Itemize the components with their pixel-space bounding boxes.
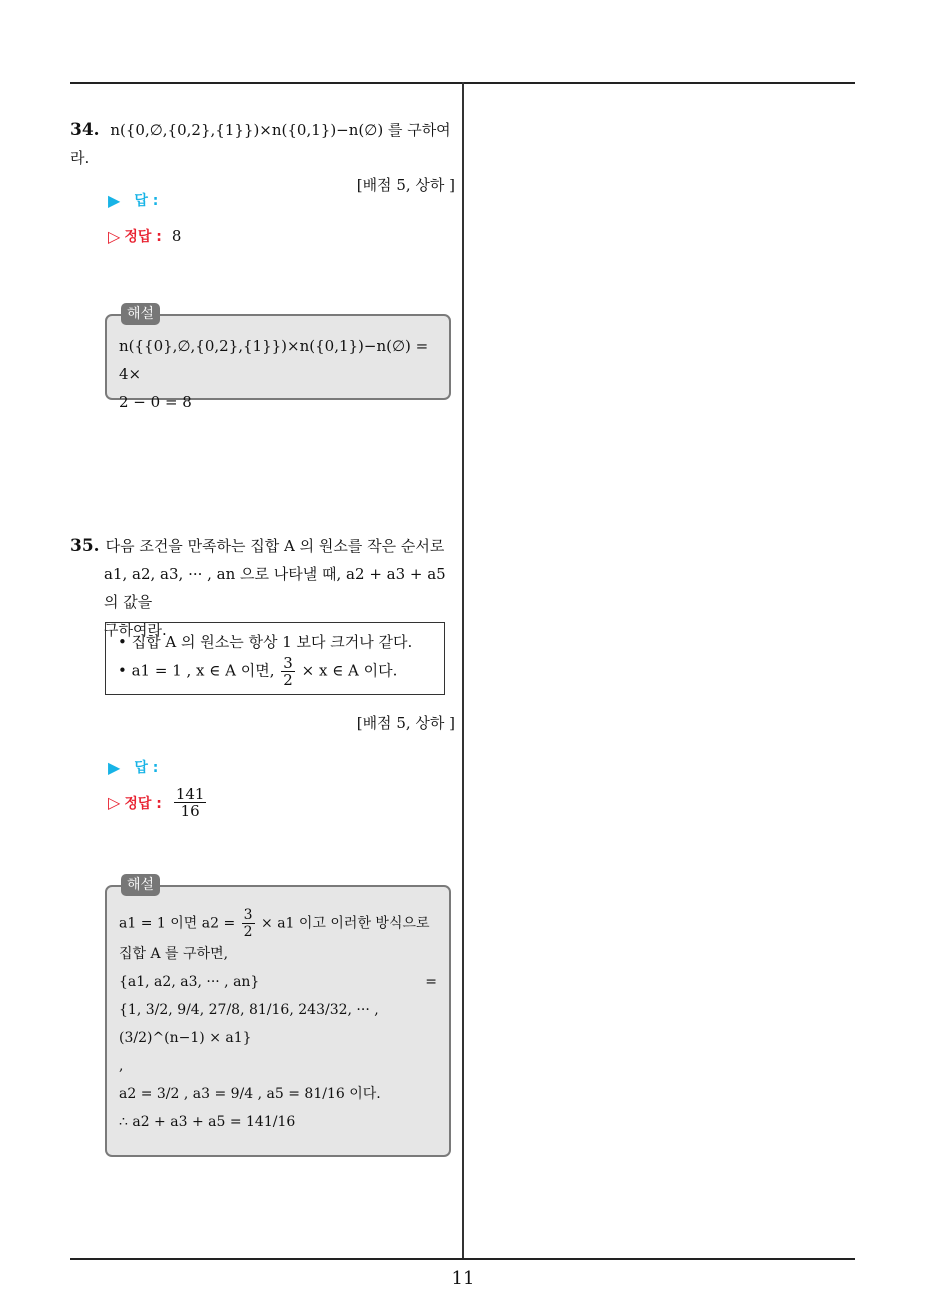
answer-label: 답 : — [134, 760, 159, 776]
problem-34-question — [70, 116, 455, 172]
solution-line: 2 − 0 = 8 — [119, 393, 192, 411]
correct-value: 8 — [171, 227, 182, 245]
problem-34-answer-row — [108, 190, 158, 210]
answer-label: 답 : — [134, 193, 159, 209]
column-divider — [462, 82, 464, 1259]
problem-35-correct-row — [108, 786, 208, 819]
solution-line: ∴ a2 + a3 + a5 = 141/16 — [119, 1114, 296, 1130]
question-line: a1, a2, a3, ··· , an 으로 나타낼 때, a2 + a3 + a5 의 값을 — [104, 565, 446, 611]
play-triangle-icon: ▶ — [108, 190, 121, 210]
outline-triangle-icon: ▷ — [108, 226, 121, 246]
solution-tag: 해설 — [121, 303, 160, 325]
condition-text: • a1 = 1 , x ∈ A 이면, — [118, 661, 275, 680]
problem-35-number: 35. — [70, 536, 100, 556]
correct-label: 정답 : — [124, 229, 162, 245]
problem-35-solution-box — [105, 877, 451, 1157]
problem-35-answer-row — [108, 757, 158, 777]
problem-34-number: 34. — [70, 120, 100, 140]
solution-line: , — [119, 1058, 124, 1074]
correct-label: 정답 : — [124, 795, 162, 812]
fraction: $\frac{3}{2}$ — [283, 654, 293, 689]
condition-box — [105, 622, 445, 695]
problem-34-solution-box — [105, 306, 451, 411]
bottom-rule — [70, 1258, 855, 1260]
page-number: 11 — [451, 1268, 475, 1289]
solution-line: n({{0},∅,{0,2},{1}})×n({0,1})−n(∅) = 4× — [119, 337, 429, 383]
problem-34 — [70, 116, 455, 195]
problem-34-meta: [배점 5, 상하 ] — [356, 176, 455, 194]
problem-34-correct-row — [108, 226, 181, 246]
solution-line: a1 = 1 이면 a2 = $\frac{3}{2}$ × a1 이고 이러한 방식으로 — [119, 907, 430, 940]
correct-value: $\frac{141}{16}$ — [175, 785, 205, 820]
solution-line: {a1, a2, a3, ··· , an} = — [119, 974, 437, 990]
play-triangle-icon: ▶ — [108, 757, 121, 777]
condition-text: × x ∈ A 이다. — [301, 661, 398, 680]
solution-sequence: {1, 3/2, 9/4, 27/8, 81/16, 243/32, ··· , (3/2)^(n−1) × a1} — [119, 1002, 379, 1046]
question-line: 다음 조건을 만족하는 집합 A 의 원소를 작은 순서로 — [105, 537, 445, 555]
solution-line: 집합 A 를 구하면, — [119, 946, 229, 962]
question-line: 구하여라. — [104, 621, 167, 639]
problem-35-meta: [배점 5, 상하 ] — [356, 714, 455, 732]
outline-triangle-icon: ▷ — [108, 793, 121, 812]
solution-line: a2 = 3/2 , a3 = 9/4 , a5 = 81/16 이다. — [119, 1086, 381, 1102]
solution-tag: 해설 — [121, 874, 160, 896]
condition-item — [118, 655, 432, 688]
problem-34-question-text: n({0,∅,{0,2},{1}})×n({0,1})−n(∅) 를 구하여라. — [70, 121, 451, 167]
condition-item: • 집합 A 의 원소는 항상 1 보다 크거나 같다. — [118, 633, 413, 651]
